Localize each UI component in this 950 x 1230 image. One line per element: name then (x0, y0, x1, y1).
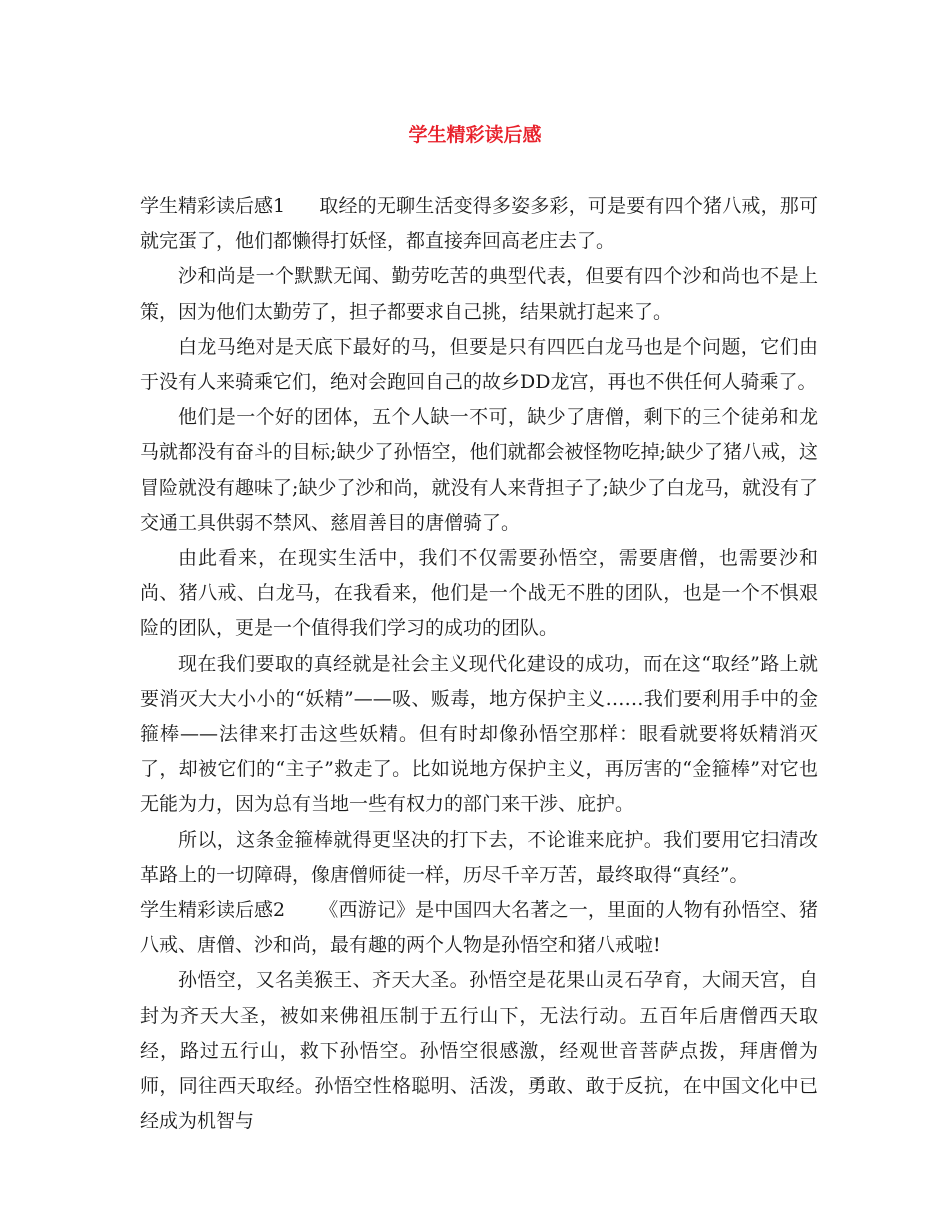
document-title: 学生精彩读后感 (408, 124, 542, 146)
paragraph: 现在我们要取的真经就是社会主义现代化建设的成功，而在这“取经”路上就要消灭大大小小的“妖精”——吸、贩毒，地方保护主义……我们要利用手中的金箍棒——法律来打击这些妖精。但有时却像孙悟空那样：眼看就要将妖精消灭了，却被它们的“主子”救走了。比如说地方保护主义，再厉害的“金箍棒”对它也无能为力，因为总有当地一些有权力的部门来干涉、庇护。 (140, 652, 818, 816)
section-2-first-text: 《西游记》是中国四大名著之一，里面的人物有孙悟空、猪八戒、唐僧、沙和尚，最有趣的两个人物是孙悟空和猪八戒啦! (140, 899, 818, 957)
section-1-opening-paragraph (140, 189, 818, 259)
paragraph: 白龙马绝对是天底下最好的马，但要是只有四匹白龙马也是个问题，它们由于没有人来骑乘它们，绝对会跑回自己的故乡DD龙宫，再也不供任何人骑乘了。 (140, 335, 818, 394)
document-body (140, 189, 818, 1139)
section-1-heading: 学生精彩读后感1 (140, 195, 286, 217)
paragraph: 所以，这条金箍棒就得更坚决的打下去，不论谁来庇护。我们要用它扫清改革路上的一切障碍，像唐僧师徒一样，历尽千辛万苦，最终取得“真经”。 (140, 828, 818, 886)
section-2-opening-paragraph (140, 893, 818, 963)
section-2-heading: 学生精彩读后感2 (140, 899, 286, 922)
paragraph: 由此看来，在现实生活中，我们不仅需要孙悟空，需要唐僧，也需要沙和尚、猪八戒、白龙马，在我看来，他们是一个战无不胜的团队，也是一个不惧艰险的团队，更是一个值得我们学习的成功的团队。 (140, 547, 818, 640)
paragraph: 沙和尚是一个默默无闻、勤劳吃苦的典型代表，但要有四个沙和尚也不是上策，因为他们太勤劳了，担子都要求自己挑，结果就打起来了。 (140, 265, 818, 323)
section-1-first-text: 取经的无聊生活变得多姿多彩，可是要有四个猪八戒，那可就完蛋了，他们都懒得打妖怪，都直接奔回高老庄去了。 (140, 195, 818, 253)
paragraph: 他们是一个好的团体，五个人缺一不可，缺少了唐僧，剩下的三个徒弟和龙马就都没有奋斗的目标;缺少了孙悟空，他们就都会被怪物吃掉;缺少了猪八戒，这冒险就没有趣味了;缺少了沙和尚，就没有人来背担子了;缺少了白龙马，就没有了交通工具供弱不禁风、慈眉善目的唐僧骑了。 (140, 406, 818, 534)
paragraph: 孙悟空，又名美猴王、齐天大圣。孙悟空是花果山灵石孕育，大闹天宫，自封为齐天大圣，被如来佛祖压制于五行山下，无法行动。五百年后唐僧西天取经，路过五行山，救下孙悟空。孙悟空很感激，经观世音菩萨点拨，拜唐僧为师，同往西天取经。孙悟空性格聪明、活泼，勇敢、敢于反抗，在中国文化中已经成为机智与 (140, 969, 818, 1133)
